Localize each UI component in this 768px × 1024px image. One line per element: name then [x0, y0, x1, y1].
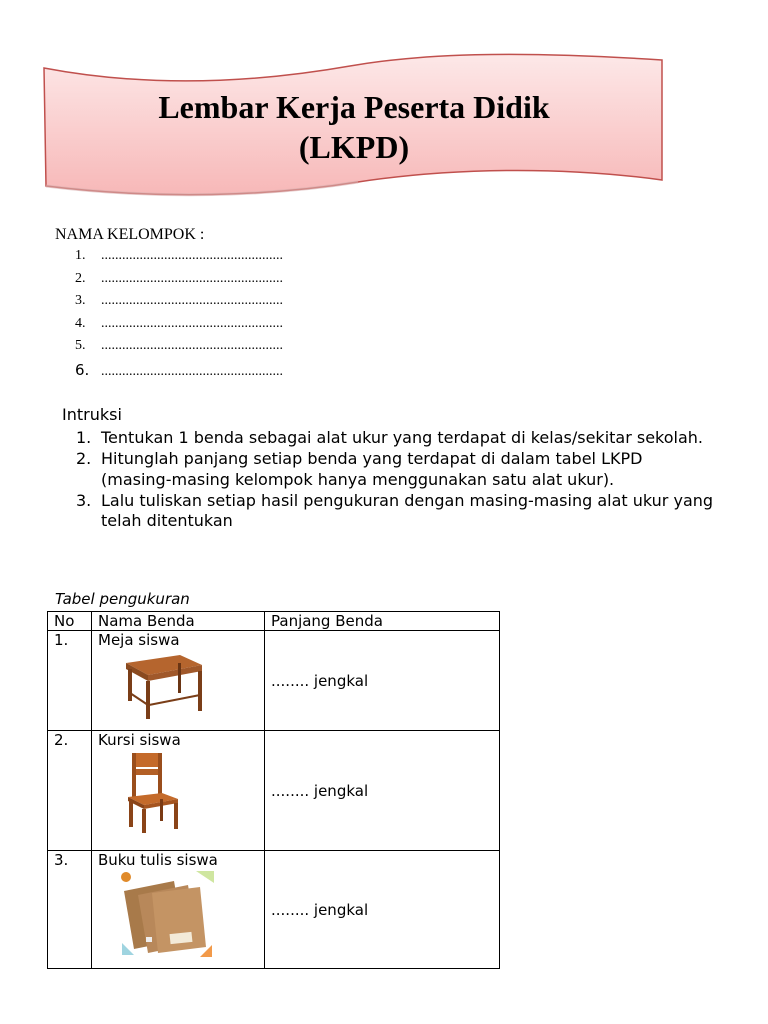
object-cell — [92, 731, 265, 851]
member-line-2: 2. .................................................... — [75, 270, 283, 286]
table-caption: Tabel pengukuran — [55, 590, 190, 608]
header-length: Panjang Benda — [265, 612, 500, 631]
desk-image — [118, 649, 208, 721]
length-value: ........ jengkal — [265, 631, 500, 731]
instruction-item: 1. Tentukan 1 benda sebagai alat ukur yang terdapat di kelas/sekitar sekolah. — [76, 428, 704, 447]
member-list — [75, 248, 283, 384]
row-number: 3. — [48, 851, 92, 969]
group-name-label: NAMA KELOMPOK : — [55, 226, 205, 243]
instructions-list — [76, 428, 716, 532]
member-line-4: 4. .................................................... — [75, 315, 283, 331]
chair-image — [118, 749, 188, 835]
page-title-line-2: (LKPD) — [298, 129, 410, 165]
instructions-label: Intruksi — [62, 405, 122, 424]
row-number: 2. — [48, 731, 92, 851]
measurement-table — [47, 611, 500, 969]
instruction-item: 2. Hitunglah panjang setiap benda yang terdapat di dalam tabel LKPD (masing-masing kelompok hanya menggunakan satu alat ukur). — [76, 449, 643, 489]
object-name: Meja siswa — [98, 631, 180, 649]
object-cell — [92, 851, 265, 969]
member-line-1: 1. .................................................... — [75, 248, 283, 263]
member-line-3: 3. .................................................... — [75, 293, 283, 309]
instruction-item: 3. Lalu tuliskan setiap hasil pengukuran dengan masing-masing alat ukur yang telah ditentukan — [76, 490, 714, 530]
table-row — [48, 851, 500, 969]
table-header-row — [48, 612, 500, 631]
object-name: Kursi siswa — [98, 731, 181, 749]
object-cell — [92, 631, 265, 731]
length-value: ........ jengkal — [265, 731, 500, 851]
header-no: No — [48, 612, 92, 631]
page-title-line-1: Lembar Kerja Peserta Didik — [158, 89, 550, 125]
row-number: 1. — [48, 631, 92, 731]
length-value: ........ jengkal — [265, 851, 500, 969]
member-line-6: 6. .................................................... — [75, 360, 283, 379]
table-row — [48, 731, 500, 851]
table-row — [48, 631, 500, 731]
member-line-5: 5. .................................................... — [75, 338, 283, 354]
header-name: Nama Benda — [92, 612, 265, 631]
object-name: Buku tulis siswa — [98, 851, 218, 869]
notebooks-image — [118, 869, 218, 961]
